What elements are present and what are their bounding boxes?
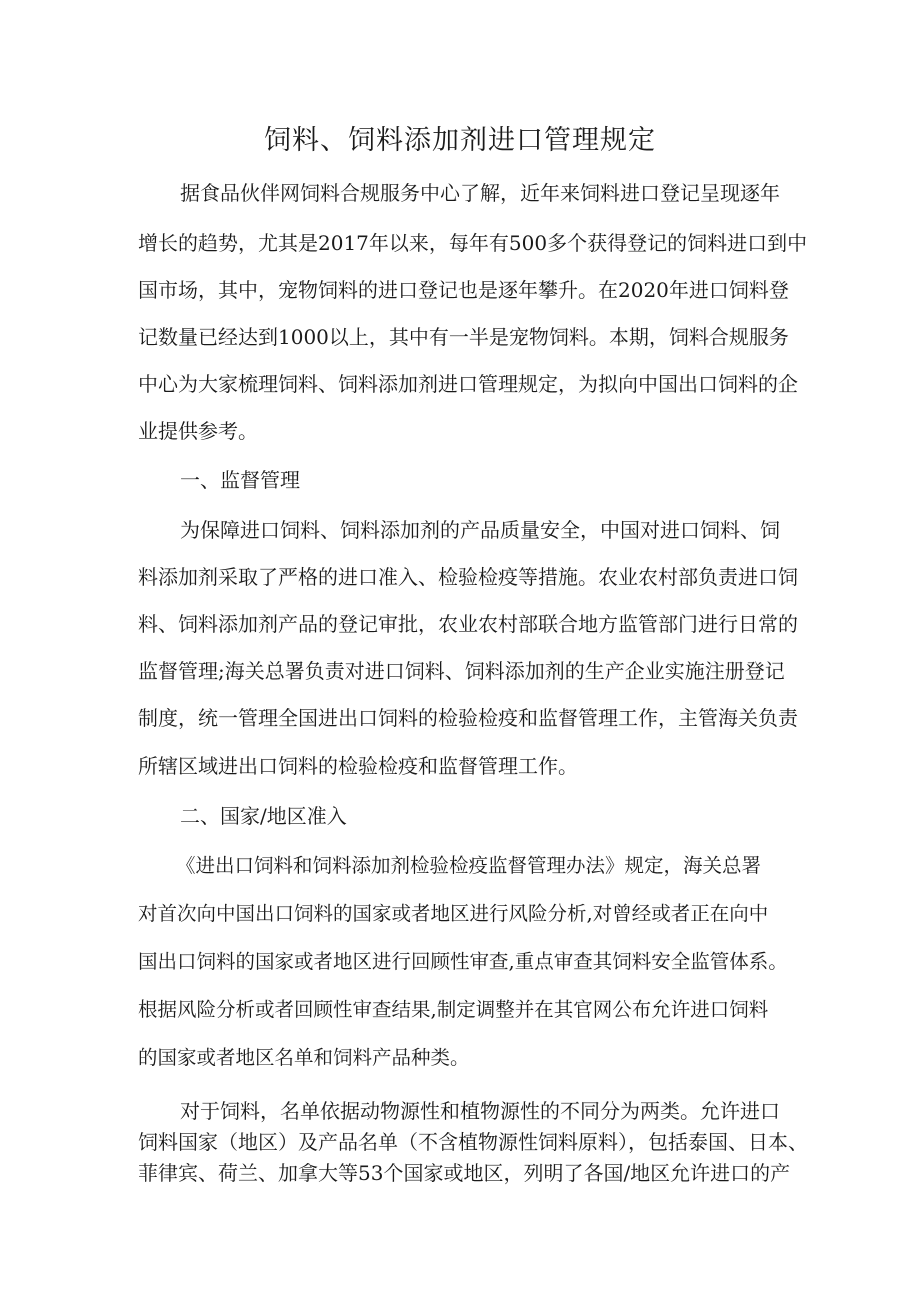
paragraph-3-line-5: 的国家或者地区名单和饲料产品种类。 [138, 1046, 470, 1069]
paragraph-1-line-1: 据食品伙伴网饲料合规服务中心了解，近年来饲料进口登记呈现逐年 [180, 181, 780, 205]
paragraph-2-line-6: 所辖区域进出口饲料的检验检疫和监督管理工作。 [138, 754, 578, 778]
section-heading-1: 一、监督管理 [180, 468, 300, 492]
paragraph-3-line-3: 国出口饲料的国家或者地区进行回顾性审查,重点审查其饲料安全监管体系。 [138, 950, 788, 973]
paragraph-2-line-4: 监督管理;海关总署负责对进口饲料、饲料添加剂的生产企业实施注册登记 [138, 659, 785, 683]
paragraph-1-line-4: 记数量已经达到1000以上，其中有一半是宠物饲料。本期，饲料合规服务 [138, 325, 789, 349]
paragraph-1-line-5: 中心为大家梳理饲料、饲料添加剂进口管理规定，为拟向中国出口饲料的企 [138, 372, 798, 396]
paragraph-2-line-5: 制度，统一管理全国进出口饲料的检验检疫和监督管理工作，主管海关负责 [138, 706, 798, 730]
section-heading-2: 二、国家/地区准入 [180, 804, 347, 828]
paragraph-2-line-1: 为保障进口饲料、饲料添加剂的产品质量安全，中国对进口饲料、饲 [180, 518, 780, 542]
document-title: 饲料、饲料添加剂进口管理规定 [264, 125, 656, 156]
paragraph-4-line-2: 饲料国家（地区）及产品名单（不含植物源性饲料原料），包括泰国、日本、 [138, 1130, 808, 1154]
paragraph-3-line-1: 《进出口饲料和饲料添加剂检验检疫监督管理办法》规定，海关总署 [176, 854, 762, 877]
paragraph-3-line-2: 对首次向中国出口饲料的国家或者地区进行风险分析,对曾经或者正在向中 [138, 902, 769, 925]
paragraph-1-line-3: 国市场，其中，宠物饲料的进口登记也是逐年攀升。在2020年进口饲料登 [138, 278, 789, 302]
paragraph-2-line-3: 料、饲料添加剂产品的登记审批，农业农村部联合地方监管部门进行日常的 [138, 612, 798, 636]
paragraph-3-line-4: 根据风险分析或者回顾性审查结果,制定调整并在其官网公布允许进口饲料 [138, 998, 769, 1021]
paragraph-1-line-2: 增长的趋势，尤其是2017年以来，每年有500多个获得登记的饲料进口到中 [138, 231, 808, 255]
paragraph-4-line-1: 对于饲料，名单依据动物源性和植物源性的不同分为两类。允许进口 [180, 1099, 780, 1123]
paragraph-1-line-6: 业提供参考。 [138, 419, 258, 443]
paragraph-4-line-3: 菲律宾、荷兰、加拿大等53个国家或地区，列明了各国/地区允许进口的产 [138, 1161, 791, 1185]
paragraph-2-line-2: 料添加剂采取了严格的进口准入、检验检疫等措施。农业农村部负责进口饲 [138, 565, 798, 589]
